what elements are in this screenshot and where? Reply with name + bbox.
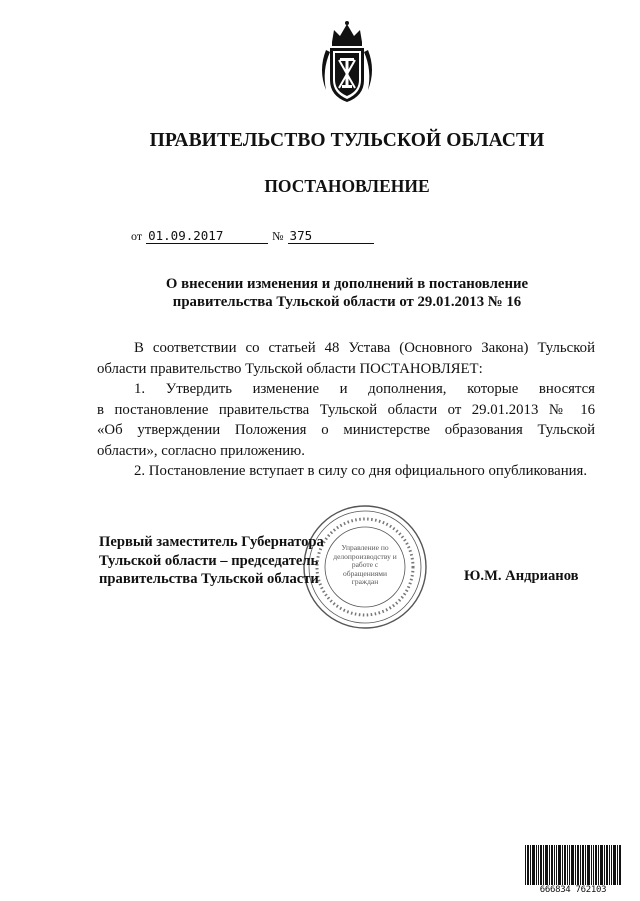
subject-line-2: правительства Тульской области от 29.01.2013 № 16	[172, 294, 522, 310]
registration-line	[131, 228, 374, 244]
item-1-line-2: в постановление правительства Тульской области от 29.01.2013 № 16	[97, 401, 595, 418]
stamp-center-text: Управление по делопроизводству и работе с обращениями граждан	[333, 544, 397, 586]
document-type: ПОСТАНОВЛЕНИЕ	[264, 176, 430, 196]
barcode-bars	[525, 845, 621, 885]
signatory-name: Ю.М. Андрианов	[464, 568, 579, 584]
preamble-line-1: В соответствии со статьей 48 Устава (Основного Закона) Тульской	[134, 340, 595, 356]
item-1-line-1: 1. Утвердить изменение и дополнения, которые вносятся	[134, 381, 595, 397]
signatory-position-line-2: Тульской области – председатель	[99, 552, 319, 569]
authority-title: ПРАВИТЕЛЬСТВО ТУЛЬСКОЙ ОБЛАСТИ	[149, 130, 545, 151]
coat-of-arms-icon	[316, 20, 378, 106]
document-body	[97, 338, 595, 482]
item-1-line-3: «Об утверждении Положения о министерстве образования Тульской	[97, 422, 595, 438]
preamble-line-2: области правительство Тульской области ПОСТАНОВЛЯЕТ:	[97, 360, 483, 377]
item-1-line-4: области», согласно приложению.	[97, 442, 305, 459]
subject-line-1: О внесении изменения и дополнений в постановление	[165, 276, 529, 292]
signatory-position-line-1: Первый заместитель Губернатора	[99, 534, 324, 550]
barcode-number: 666834 762103	[539, 885, 607, 895]
barcode	[525, 845, 621, 897]
document-number: 375	[288, 228, 374, 244]
signatory-position-line-3: правительства Тульской области	[99, 571, 319, 587]
signatory-position	[99, 533, 324, 589]
document-subject	[140, 275, 554, 311]
number-prefix: №	[272, 229, 284, 243]
document-date: 01.09.2017	[146, 228, 268, 244]
date-prefix: от	[131, 229, 143, 243]
item-2: 2. Постановление вступает в силу со дня официального опубликования.	[134, 463, 588, 479]
